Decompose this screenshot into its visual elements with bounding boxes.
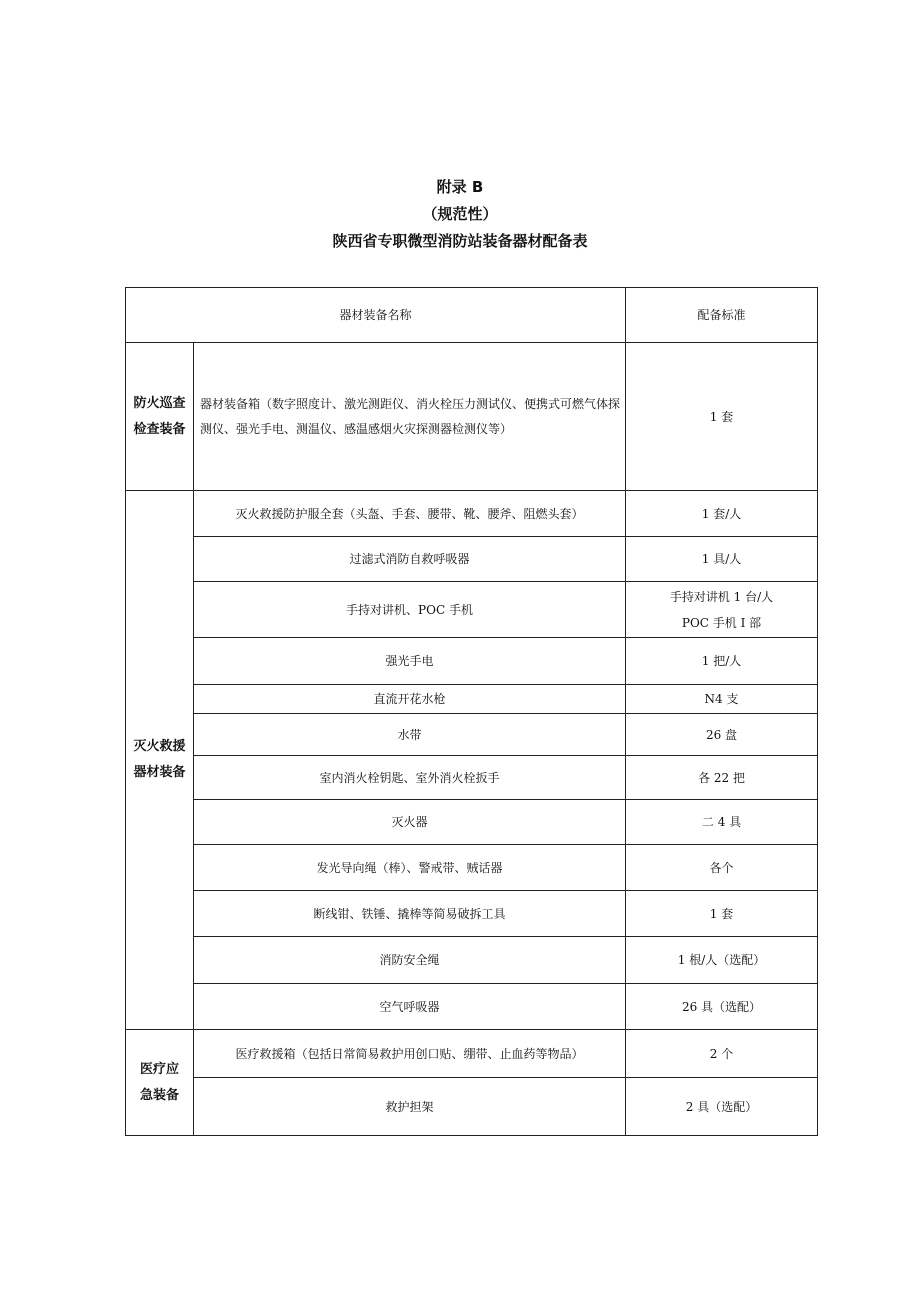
header-cell-name: 器材装备名称 bbox=[126, 288, 626, 343]
item-standard: 26 具（选配） bbox=[626, 984, 818, 1030]
page-title: 陕西省专职微型消防站装备器材配备表 bbox=[332, 232, 588, 250]
item-name: 强光手电 bbox=[194, 638, 626, 685]
item-name: 救护担架 bbox=[194, 1078, 626, 1136]
table-row bbox=[126, 582, 818, 638]
item-name: 消防安全绳 bbox=[194, 937, 626, 984]
item-name: 水带 bbox=[194, 714, 626, 756]
table-row bbox=[126, 714, 818, 756]
item-standard: 1 把/人 bbox=[626, 638, 818, 685]
table-row bbox=[126, 1078, 818, 1136]
table-row bbox=[126, 685, 818, 714]
item-standard: 26 盘 bbox=[626, 714, 818, 756]
item-standard: 1 具/人 bbox=[626, 537, 818, 582]
category-cell bbox=[126, 1030, 194, 1136]
appendix-nature: （规范性） bbox=[422, 205, 498, 223]
table-row bbox=[126, 984, 818, 1030]
item-standard: 二 4 具 bbox=[626, 800, 818, 845]
item-name: 直流开花水枪 bbox=[194, 685, 626, 714]
item-name: 器材装备箱（数字照度计、激光测距仪、消火栓压力测试仪、便携式可燃气体探测仪、强光手电、测温仪、感温感烟火灾探测器检测仪等） bbox=[194, 343, 626, 491]
category-line: 灭火救援 bbox=[133, 739, 186, 754]
table-row bbox=[126, 491, 818, 537]
category-line: 器材装备 bbox=[133, 765, 186, 780]
item-standard: 1 套/人 bbox=[626, 491, 818, 537]
item-standard: N4 支 bbox=[626, 685, 818, 714]
item-standard: 1 套 bbox=[626, 343, 818, 491]
category-line: 防火巡查 bbox=[133, 395, 186, 411]
item-name: 空气呼吸器 bbox=[194, 984, 626, 1030]
item-name: 灭火器 bbox=[194, 800, 626, 845]
item-standard: 各个 bbox=[626, 845, 818, 891]
item-standard: 2 具（选配） bbox=[626, 1078, 818, 1136]
table-row bbox=[126, 845, 818, 891]
item-name: 过滤式消防自救呼吸器 bbox=[194, 537, 626, 582]
item-standard-line: POC 手机 I 部 bbox=[681, 615, 762, 630]
category-line: 检查装备 bbox=[133, 421, 186, 437]
category-line: 急装备 bbox=[139, 1087, 179, 1103]
item-name: 医疗救援箱（包括日常简易救护用创口贴、绷带、止血药等物品） bbox=[194, 1030, 626, 1078]
table-row bbox=[126, 891, 818, 937]
item-standard-line: 手持对讲机 1 台/人 bbox=[669, 589, 774, 604]
item-name: 手持对讲机、POC 手机 bbox=[194, 582, 626, 638]
item-standard bbox=[626, 582, 818, 638]
category-line: 医疗应 bbox=[139, 1061, 179, 1077]
table-row bbox=[126, 638, 818, 685]
equipment-table bbox=[125, 287, 818, 1136]
table-row bbox=[126, 937, 818, 984]
header-cell-standard: 配备标准 bbox=[626, 288, 818, 343]
item-standard: 1 套 bbox=[626, 891, 818, 937]
item-standard: 各 22 把 bbox=[626, 756, 818, 800]
table-row bbox=[126, 343, 818, 491]
table-row bbox=[126, 537, 818, 582]
appendix-label: 附录 B bbox=[436, 178, 484, 196]
table-row bbox=[126, 800, 818, 845]
item-name: 断线钳、铁锤、撬棒等简易破拆工具 bbox=[194, 891, 626, 937]
table-row bbox=[126, 756, 818, 800]
item-name: 发光导向绳（棒）、警戒带、贼话器 bbox=[194, 845, 626, 891]
item-standard: 1 根/人（选配） bbox=[626, 937, 818, 984]
category-cell bbox=[126, 343, 194, 491]
category-cell bbox=[126, 491, 194, 1030]
table-header-row bbox=[126, 288, 818, 343]
item-name: 灭火救援防护服全套（头盔、手套、腰带、靴、腰斧、阻燃头套） bbox=[194, 491, 626, 537]
item-name: 室内消火栓钥匙、室外消火栓扳手 bbox=[194, 756, 626, 800]
table-row bbox=[126, 1030, 818, 1078]
item-standard: 2 个 bbox=[626, 1030, 818, 1078]
